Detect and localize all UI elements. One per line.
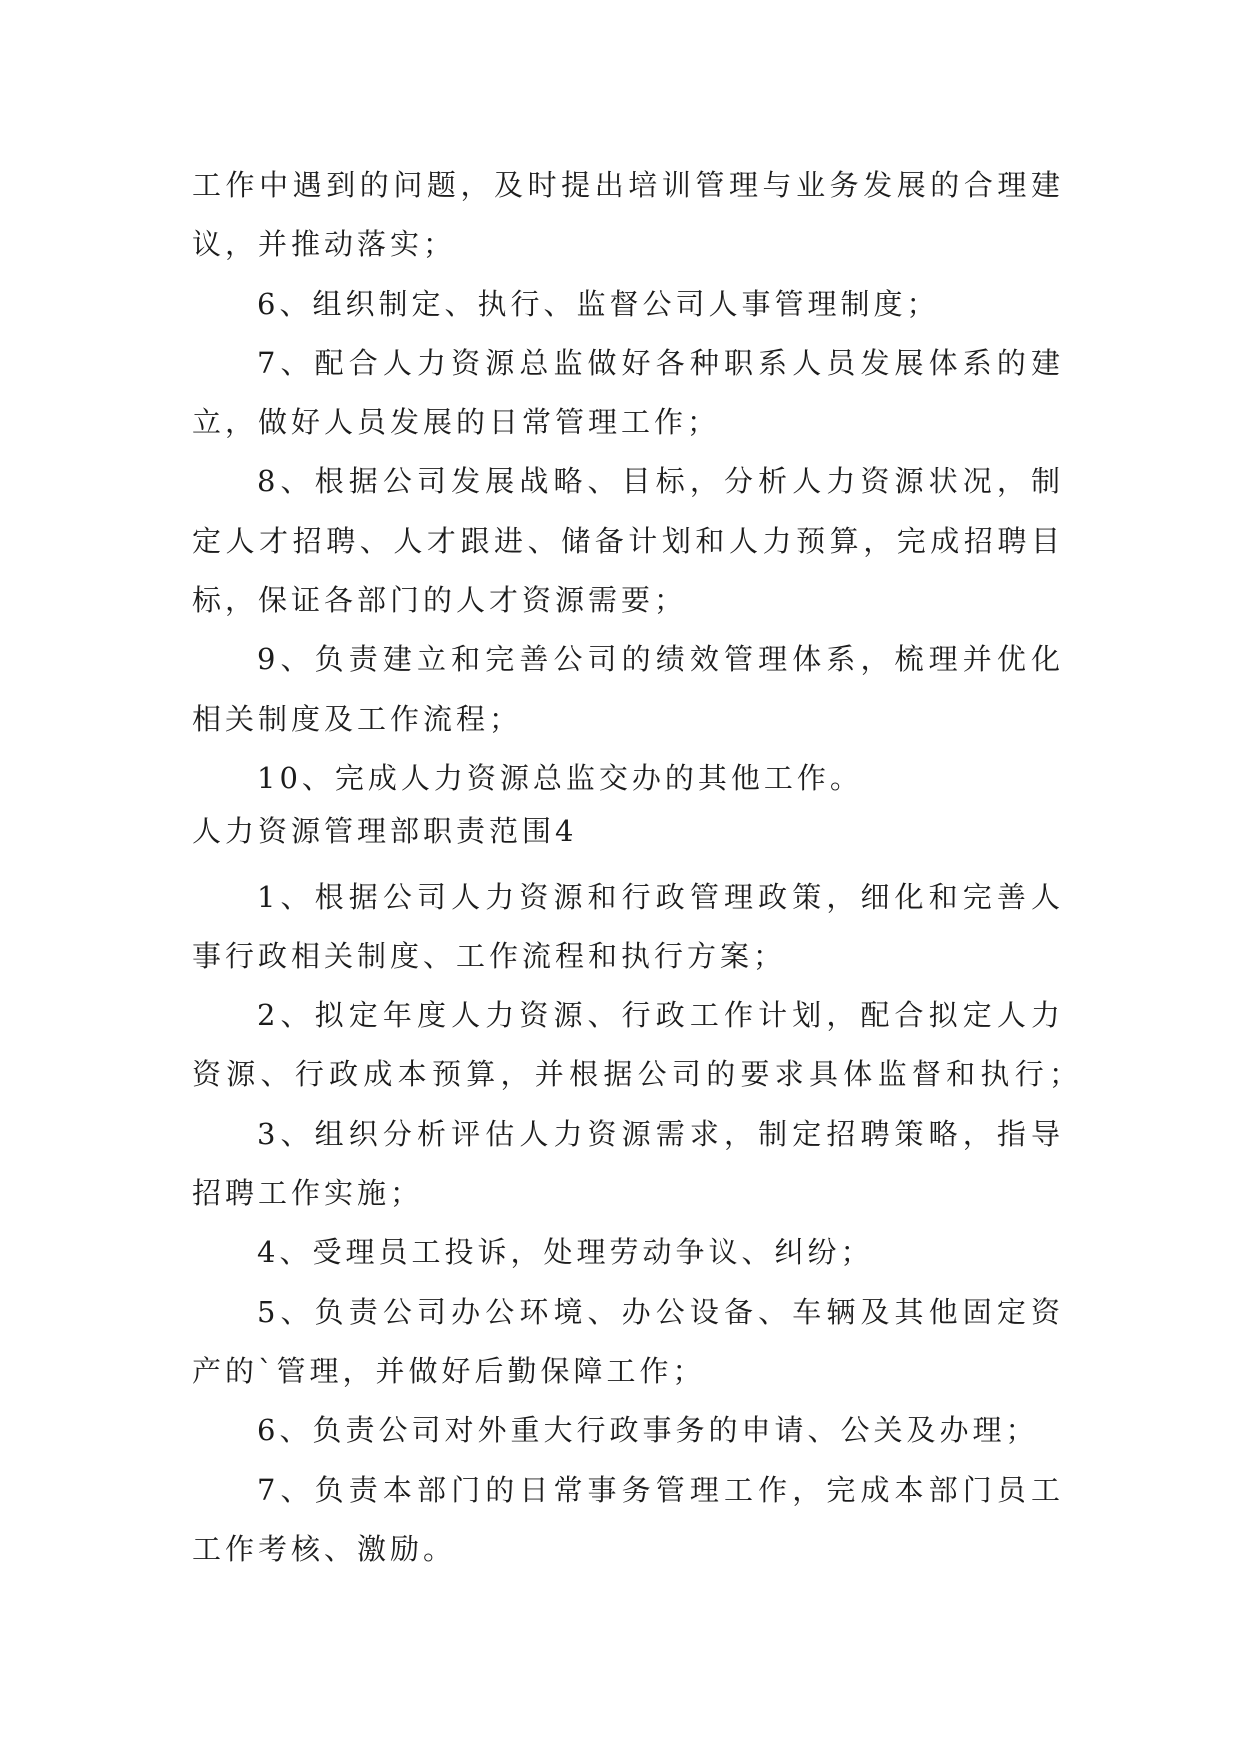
list-item [192,452,1064,630]
paragraph-line: 1、根据公司人力资源和行政管理政策，细化和完善人 [257,879,1064,914]
section-heading: 人力资源管理部职责范围4 [192,814,578,849]
paragraph-line: 7、负责本部门的日常事务管理工作，完成本部门员工 [257,1472,1064,1507]
list-item [192,275,1064,334]
paragraph-line: 2、拟定年度人力资源、行政工作计划，配合拟定人力 [257,998,1064,1033]
paragraph-line: 相关制度及工作流程； [192,701,523,736]
paragraph-line: 7、配合人力资源总监做好各种职系人员发展体系的建 [257,345,1064,380]
paragraph-line: 6、负责公司对外重大行政事务的申请、公关及办理； [257,1413,1039,1448]
list-item [192,1283,1064,1402]
list-item [192,1461,1064,1580]
paragraph-line: 议，并推动落实； [192,227,457,262]
paragraph-line: 9、负责建立和完善公司的绩效管理体系，梳理并优化 [257,642,1064,677]
paragraph-line: 产的`管理，并做好后勤保障工作； [192,1353,706,1388]
paragraph-line: 4、受理员工投诉，处理劳动争议、纠纷； [257,1235,874,1270]
paragraph-line: 定人才招聘、人才跟进、储备计划和人力预算，完成招聘目 [192,523,1064,558]
paragraph-line: 3、组织分析评估人力资源需求，制定招聘策略，指导 [257,1116,1064,1151]
paragraph-line: 资源、行政成本预算，并根据公司的要求具体监督和执行； [192,1057,1082,1092]
list-item [192,630,1064,749]
list-item [192,986,1082,1105]
list-item [192,868,1064,987]
list-item [192,334,1064,453]
paragraph-line: 10、完成人力资源总监交办的其他工作。 [257,760,863,795]
paragraph-line: 招聘工作实施； [192,1176,424,1211]
paragraph-line: 立，做好人员发展的日常管理工作； [192,405,721,440]
paragraph-line: 5、负责公司办公环境、办公设备、车辆及其他固定资 [257,1294,1064,1329]
list-item [192,156,1064,275]
paragraph-line: 6、组织制定、执行、监督公司人事管理制度； [257,286,940,321]
paragraph-line: 事行政相关制度、工作流程和执行方案； [192,938,787,973]
paragraph-line: 工作考核、激励。 [192,1531,457,1566]
list-item [192,749,1064,808]
list-item [192,1223,1064,1282]
document-body [192,156,1082,1579]
list-item [192,1105,1064,1224]
paragraph-line: 工作中遇到的问题，及时提出培训管理与业务发展的合理建 [192,168,1064,202]
paragraph-line: 8、根据公司发展战略、目标，分析人力资源状况，制 [257,464,1064,499]
list-item [192,1401,1064,1460]
paragraph-line: 标，保证各部门的人才资源需要； [192,583,688,618]
